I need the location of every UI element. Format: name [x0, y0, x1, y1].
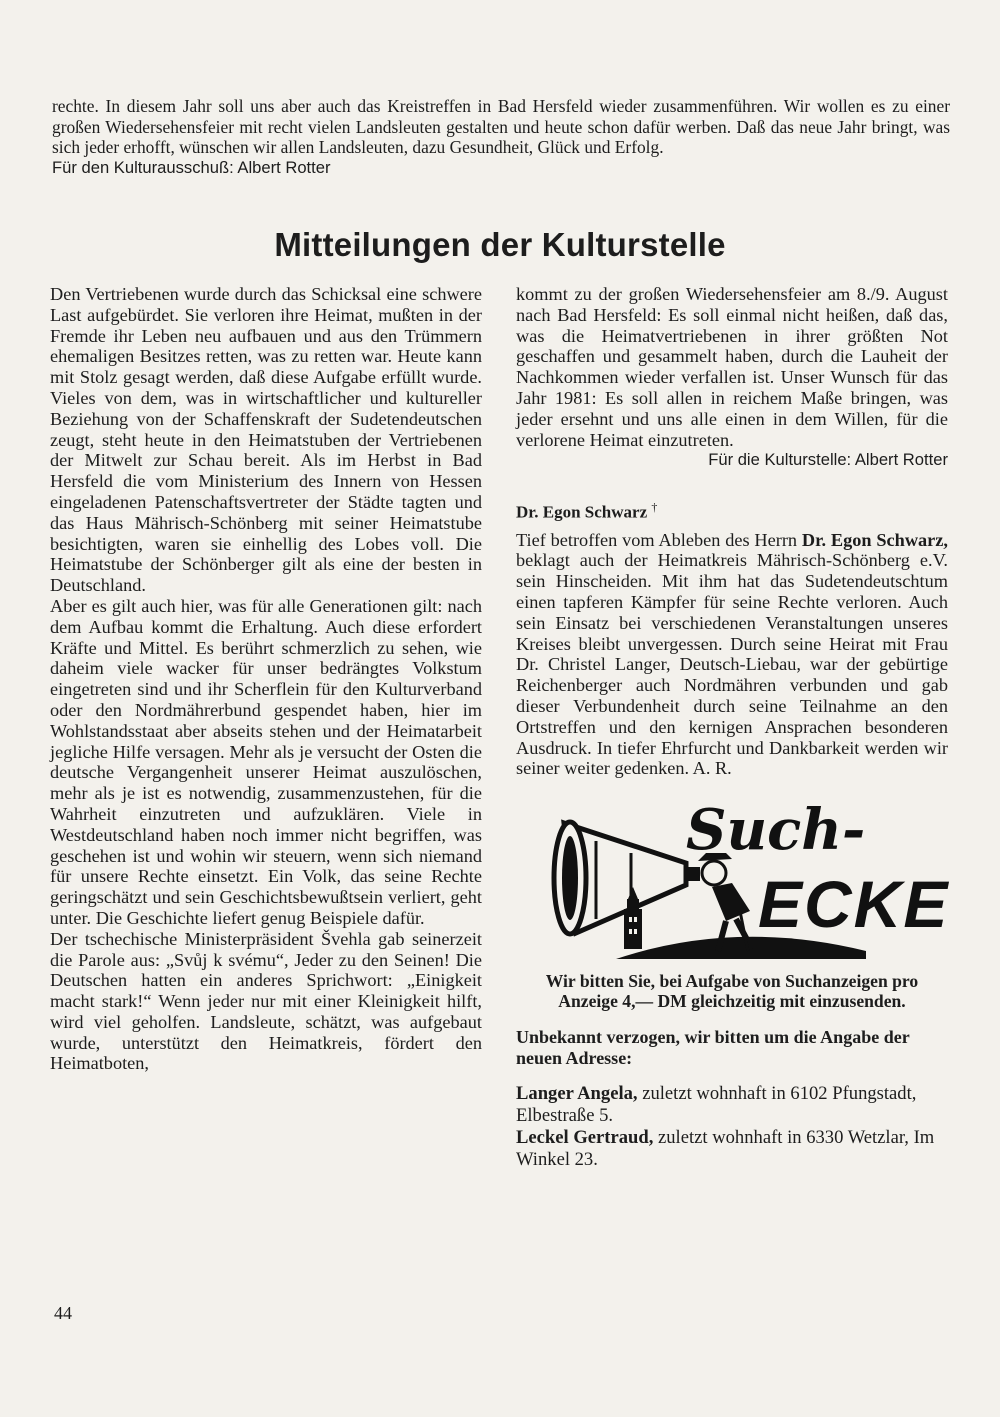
address-name: Leckel Gertraud,: [516, 1127, 654, 1149]
article-signature: Für die Kulturstelle: Albert Rotter: [708, 450, 948, 470]
paragraph: Aber es gilt auch hier, was für alle Generationen gilt: nach dem Aufbau kommt die Erhaltung. Auch diese erfordert Kräfte und Mittel. Es berührt schmerzlich zu sehen, wie daheim viele wacker für unser bedrängtes Volkstum eingetreten sind und ihr Scherflein für den Kulturverband oder den Nordmährerbund gespendet haben, hier im Wohlstandsstaat aber abseits stehen und der Heimatarbeit jegliche Hilfe versagen. Mehr als je versucht der Osten die deutsche Vergangenheit unserer Heimat auszulöschen, mehr als je ist es notwendig, zusammenzustehen, für die Wahrheit einzutreten und aufzuklären. Viele in Westdeutschland haben noch immer nicht begriffen, was geschehen ist und wohin wir steuern, wenn sich niemand für unsere Rechte einsetzt. Ein Volk, das seine Rechte geringschätzt und sein Geschichtsbewußtsein verliert, geht unter. Die Geschichte liefert genug Beispiele dafür.: [50, 595, 482, 928]
article-title: Mitteilungen der Kulturstelle: [274, 226, 726, 263]
right-column: [516, 284, 948, 1171]
such-ecke-banner: [536, 801, 956, 961]
paragraph: kommt zu der großen Wiedersehensfeier am 8./9. August nach Bad Hersfeld: Es soll einmal nicht heißen, daß das, was die Heimatvertriebenen in ihrer größten Not geschaffen und gesammelt haben, durch die Lauheit der Nachkommen wieder verfallen ist. Unser Wunsch für das Jahr 1981: Es soll allen in reichem Maße bringen, was jeder ersehnt und uns alle einen in dem Willen, für die verlorene Heimat einzutreten.: [516, 284, 948, 450]
intro-section: [52, 96, 950, 178]
page-number: 44: [54, 1303, 72, 1323]
address-detail: zuletzt wohnhaft in 6330 Wetzlar, Im Winkel 23.: [516, 1127, 935, 1171]
paragraph: Den Vertriebenen wurde durch das Schicksal eine schwere Last aufgebürdet. Sie verloren ihre Heimat, mußten in der Fremde ihr Leben neu aufbauen und aus den Trümmern ehemaligen Besitzes retten, was zu retten war. Heute kann mit Stolz gesagt werden, daß diese Aufgabe erfüllt wurde. Vieles von dem, was in wirtschaftlicher und kultureller Beziehung von der Schaffenskraft der Sudetendeutschen zeugt, steht heute in den Heimatstuben der Vertriebenen der Mitwelt zur Schau bereit. Als im Herbst in Bad Hersfeld die vom Ministerium des Innern von Hessen eingeladenen Patenschaftsvertreter der Städte tagten und das Haus Mährisch-Schönberg mit seiner Heimatstube besichtigten, waren sie einhellig des Lobes voll. Die Heimatstube der Schönberger gilt als eine der besten in Deutschland.: [50, 284, 482, 596]
notice-text: Wir bitten Sie, bei Aufgabe von Suchanzeigen pro Anzeige 4,— DM gleichzeitig mit einzusenden.: [545, 971, 919, 1012]
address-entry: [516, 1127, 948, 1171]
such-ecke-line1: Such-: [686, 801, 866, 864]
such-ecke-line2: ECKE: [758, 867, 950, 942]
megaphone-man-icon: [536, 801, 956, 961]
address-entry: [516, 1083, 948, 1127]
paragraph: Der tschechische Ministerpräsident Švehla gab seinerzeit die Parole aus: „Svůj k svému“, Jeder zu den Seinen! Die Deutschen hatten ein anderes Sprichwort: „Einigkeit macht stark!“ Wenn jeder nur mit einer Kleinigkeit hilft, wird viel geholfen. Landsleute, schätzt, was aufgebaut wurde, unterstützt den Heimatkreis, fördert den Heimatboten,: [50, 928, 482, 1074]
left-column: [50, 284, 482, 1074]
address-detail: zuletzt wohnhaft in 6102 Pfungstadt, Elbestraße 5.: [516, 1083, 917, 1127]
unknown-heading: Unbekannt verzogen, wir bitten um die Angabe der neuen Adresse:: [516, 1027, 910, 1069]
obituary-text: Tief betroffen vom Ableben des Herrn Dr. Egon Schwarz, beklagt auch der Heimatkreis Mährisch-Schönberg e.V. sein Hinscheiden. Mit ihm hat das Sudetendeutschtum einen tapferen Kämpfer für seine Rechte verloren. Auch sein Einsatz bei verschiedenen Veranstaltungen unseres Kreises bleibt unvergessen. Durch seine Heirat mit Frau Dr. Christel Langer, Deutsch-Liebau, war der gebürtige Reichenberger auch Nordmähren verbunden und gab dieser Verbundenheit durch seine Teilnahme an den Ortstreffen und den kernigen Ansprachen besonderen Ausdruck. In tiefer Ehrfurcht und Dankbarkeit werden wir seiner weiter gedenken. A. R.: [516, 529, 948, 779]
dagger-icon: †: [651, 500, 658, 515]
obituary-name: Dr. Egon Schwarz: [516, 502, 648, 522]
intro-text: rechte. In diesem Jahr soll uns aber auch das Kreistreffen in Bad Hersfeld wieder zusammenführen. Wir wollen es zu einer großen Wiedersehensfeier mit recht vielen Landsleuten gestalten und heute schon dafür werben. Daß das neue Jahr bringt, was sich jeder erhofft, wünschen wir allen Landsleuten, dazu Gesundheit, Glück und Erfolg.: [52, 96, 950, 157]
obituary-title: [516, 497, 948, 523]
obituary-name-bold: Dr. Egon Schwarz,: [801, 529, 948, 550]
intro-signature: Für den Kulturausschuß: Albert Rotter: [52, 157, 331, 177]
address-name: Langer Angela,: [516, 1083, 638, 1105]
